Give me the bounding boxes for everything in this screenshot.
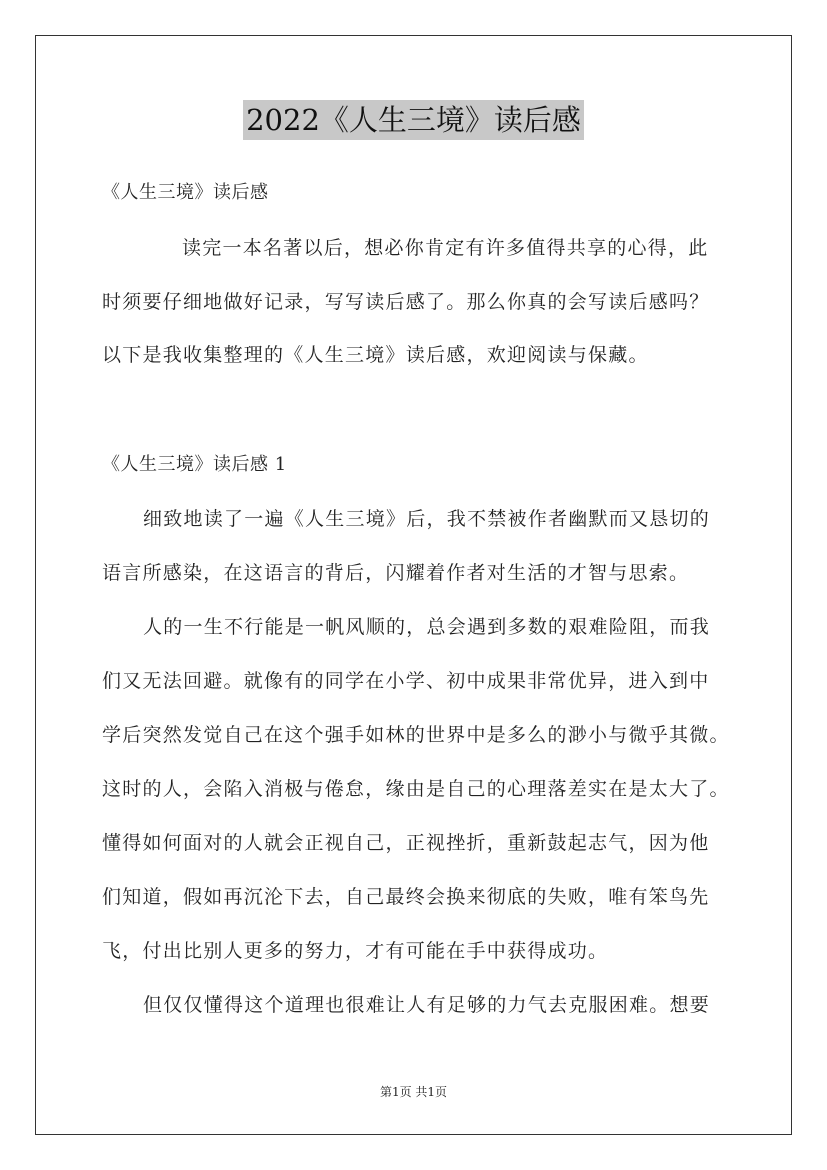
document-subtitle: 《人生三境》读后感 (102, 182, 269, 203)
section-heading: 《人生三境》读后感 1 (102, 454, 287, 475)
body-line-9: 飞，付出比别人更多的努力，才有可能在手中获得成功。 (102, 940, 609, 962)
body-line-5: 学后突然发觉自己在这个强手如林的世界中是多么的渺小与微乎其微。 (102, 724, 730, 746)
intro-line-1: 读完一本名著以后，想必你肯定有许多值得共享的心得，此 (182, 237, 709, 259)
body-line-6: 这时的人，会陷入消极与倦怠，缘由是自己的心理落差实在是太大了。 (102, 778, 730, 800)
body-line-7: 懂得如何面对的人就会正视自己，正视挫折，重新鼓起志气，因为他 (102, 832, 710, 854)
page-footer: 第1页 共1页 (379, 1085, 448, 1099)
body-line-2: 语言所感染，在这语言的背后，闪耀着作者对生活的才智与思索。 (102, 562, 690, 584)
body-line-1: 细致地读了一遍《人生三境》后，我不禁被作者幽默而又恳切的 (143, 508, 711, 530)
intro-line-2: 时须要仔细地做好记录，写写读后感了。那么你真的会写读后感吗？ (102, 291, 710, 313)
body-line-4: 们又无法回避。就像有的同学在小学、初中成果非常优异，进入到中 (102, 670, 710, 692)
title-wrap (0, 100, 827, 140)
intro-line-3: 以下是我收集整理的《人生三境》读后感，欢迎阅读与保藏。 (102, 344, 649, 366)
body-line-8: 们知道，假如再沉沦下去，自己最终会换来彻底的失败，唯有笨鸟先 (102, 886, 710, 908)
body-line-3: 人的一生不行能是一帆风顺的，总会遇到多数的艰难险阻，而我 (143, 616, 711, 638)
document-title: 2022《人生三境》读后感 (243, 100, 584, 140)
body-line-10: 但仅仅懂得这个道理也很难让人有足够的力气去克服困难。想要 (143, 994, 711, 1016)
